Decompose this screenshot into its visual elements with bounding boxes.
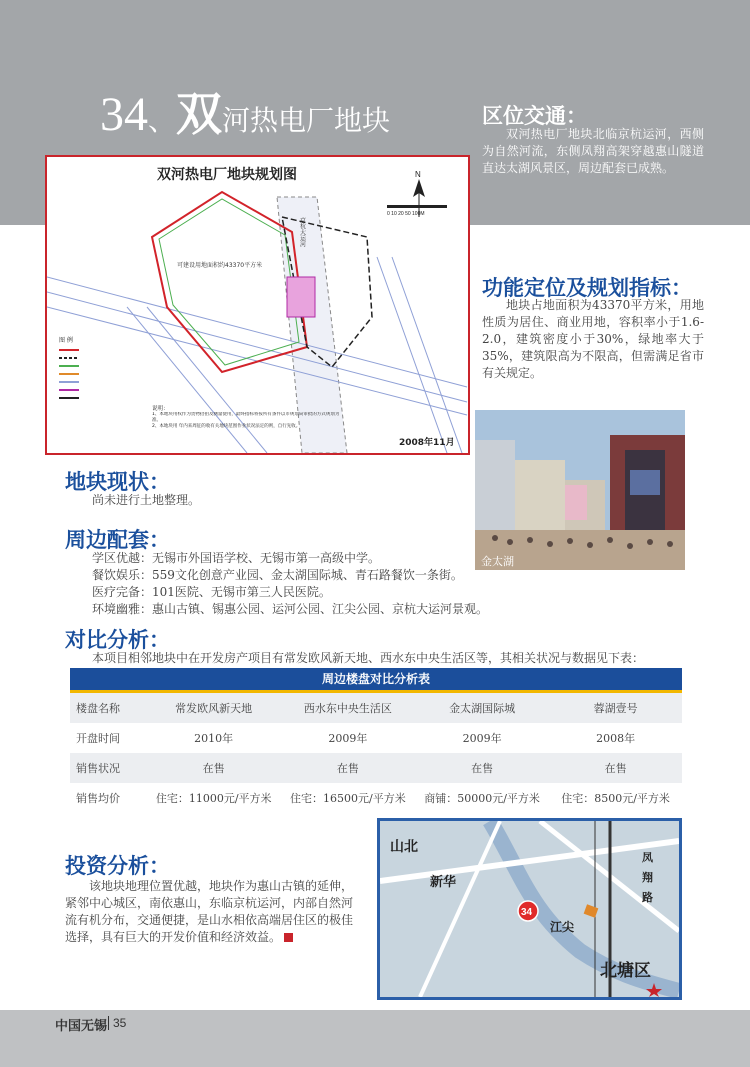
function-heading: 功能定位及规划指标： (482, 276, 692, 300)
comparison-intro: 本项目相邻地块中在开发房产项目有常发欧风新天地、西水东中央生活区等，其相关状况与数据见下表： (92, 651, 645, 665)
map-label-beitang: 北塘区 (600, 961, 651, 981)
plan-map (45, 155, 470, 455)
map-label-xinhua: 新华 (430, 875, 457, 890)
investment-heading: 投资分析： (65, 854, 170, 878)
map-label-xiang: 翔 (642, 871, 653, 884)
surroundings-list (92, 550, 488, 618)
table-row: 销售均价 住宅：11000元/平方米 住宅：16500元/平方米 商铺：50000元/平方米 住宅：8500元/平方米 (70, 783, 682, 813)
location-map (377, 818, 682, 1000)
plan-area-label: 可建设用地面积约43370平方米 (177, 262, 263, 269)
status-heading: 地块现状： (65, 470, 170, 494)
map-label-shanbei: 山北 (390, 839, 418, 855)
map-label-jiangjian: 江尖 (550, 920, 575, 934)
surroundings-line-1: 学区优越：无锡市外国语学校、无锡市第一高级中学。 (92, 551, 381, 565)
surroundings-line-4: 环境幽雅：惠山古镇、锡惠公园、运河公园、江尖公园、京杭大运河景观。 (92, 602, 489, 616)
plan-title: 双河热电厂地块规划图 (157, 167, 297, 183)
rendering-image (475, 410, 685, 570)
table-row: 销售状况 在售 在售 在售 在售 (70, 753, 682, 783)
table-row: 开盘时间 2010年 2009年 2009年 2008年 (70, 723, 682, 753)
map-label-lu: 路 (642, 891, 653, 904)
page-number: 35 (108, 1016, 126, 1030)
notes-title: 说明： (152, 406, 169, 412)
comparison-table (70, 693, 682, 813)
page-title (100, 78, 390, 144)
location-marker-icon (518, 901, 538, 921)
investment-text-block (65, 878, 353, 946)
plan-date: 2008年11月 (399, 438, 455, 448)
scale-labels: 0 10 20 50 100M (387, 211, 425, 217)
plan-note-2: 2、本地块用 年内来周征的收有关地块范围作业状况法定的则，自行先收。 (152, 424, 301, 429)
title-rest: 河热电厂地块 (222, 104, 391, 137)
comparison-heading: 对比分析： (65, 628, 170, 652)
surroundings-line-2: 餐饮娱乐：559文化创意产业园、金太湖国际城、青石路餐饮一条街。 (92, 568, 463, 582)
end-mark-icon (284, 933, 293, 942)
svg-text:N: N (415, 170, 421, 179)
plan-road-label: 京杭大运河 (298, 217, 306, 247)
compass-icon (413, 170, 425, 217)
table-row: 楼盘名称 常发欧风新天地 西水东中央生活区 金太湖国际城 蓉湖壹号 (70, 693, 682, 723)
svg-text:34: 34 (521, 907, 533, 918)
rendering-caption: 金太湖 (481, 555, 514, 568)
title-separator: 、 (148, 104, 177, 137)
title-big-char: 双 (176, 87, 223, 141)
footer-logo: 中国无锡 (55, 1019, 108, 1034)
legend-title: 图 例 (59, 337, 73, 344)
location-heading: 区位交通： (482, 104, 587, 128)
title-number: 34 (100, 88, 148, 141)
function-text: 地块占地面积为43370平方米，用地性质为居住、商业用地，容积率小于1.6-2.0，建筑密度小于30%，绿地率大于35%，建筑限高为不限高，但需满足省市有关规定。 (482, 298, 704, 380)
comparison-table-title: 周边楼盘对比分析表 (70, 668, 682, 693)
status-text: 尚未进行土地整理。 (92, 493, 201, 507)
map-label-feng: 凤 (642, 851, 653, 864)
investment-text: 该地块地理位置优越，地块作为惠山古镇的延伸，紧邻中心城区，南依惠山，东临京杭运河，内部自然河流有机分布，交通便捷，是山水相依高端居住区的极佳选择，具有巨大的开发价值和经济效益。 (65, 879, 354, 944)
surroundings-line-3: 医疗完备：101医院、无锡市第三人民医院。 (92, 585, 331, 599)
plan-note-1: 1、本地块用权作为货物招拍及测量使用，最终指标将按所有条件以市规划局审批的方式规划为准。 (152, 412, 340, 423)
location-text: 双河热电厂地块北临京杭运河，西侧为自然河流，东侧凤翔高架穿越惠山隧道直达太湖风景区，周边配套已成熟。 (482, 127, 704, 175)
surroundings-heading: 周边配套： (65, 528, 170, 552)
